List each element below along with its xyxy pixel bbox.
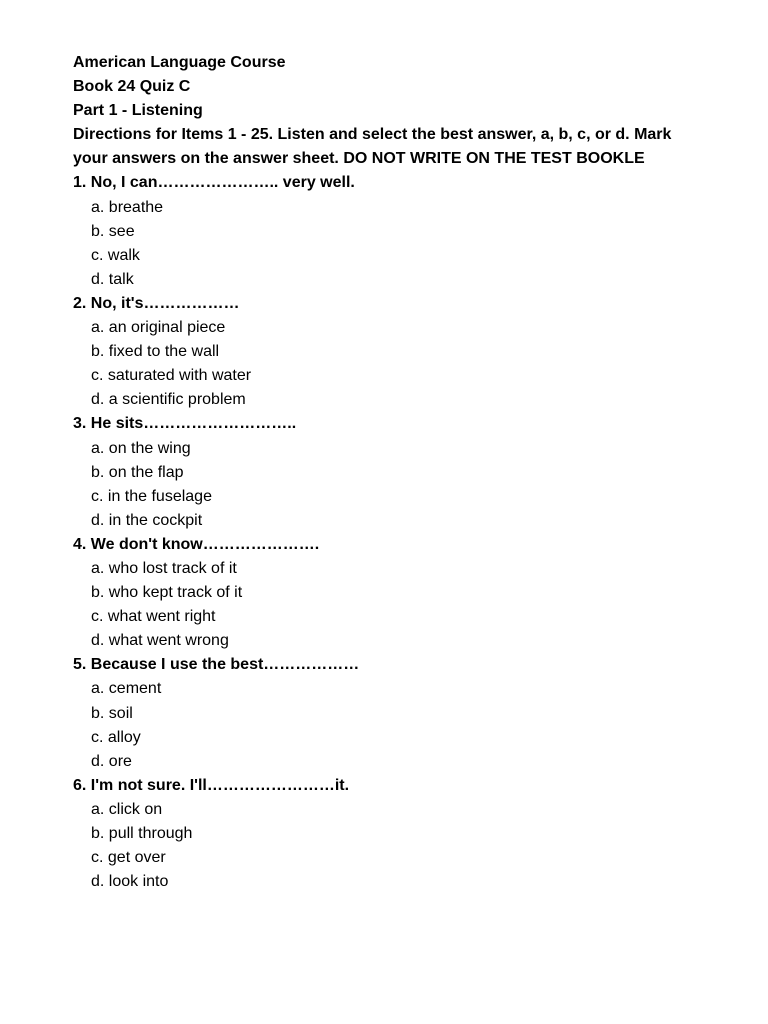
option-c: c. in the fuselage [91,487,212,505]
option-a: a. who lost track of it [91,559,237,577]
option-c: c. alloy [91,728,141,746]
question-5 [73,653,733,773]
option-d: d. look into [91,873,169,891]
option-c: c. walk [91,246,140,264]
option-b: b. who kept track of it [91,584,243,602]
question-2 [73,292,733,412]
option-d: d. what went wrong [91,632,229,650]
question-prompt: 3. He sits……………………….. [73,415,297,433]
question-3 [73,412,733,532]
option-d: d. in the cockpit [91,511,203,529]
quiz-page [73,51,733,894]
option-d: d. talk [91,270,134,288]
question-4 [73,533,733,653]
option-b: b. pull through [91,825,193,842]
question-prompt: 5. Because I use the best……………… [73,656,360,674]
option-a: a. click on [91,800,163,818]
quiz-title: Book 24 Quiz C [73,78,191,96]
option-a: a. on the wing [91,439,191,457]
part-title: Part 1 - Listening [73,102,203,120]
option-b: b. soil [91,704,133,722]
option-d: d. a scientific problem [91,391,246,409]
question-prompt: 4. We don't know…………………. [73,535,320,553]
directions-line-2: your answers on the answer sheet. DO NOT WRITE ON THE TEST BOOKLE [73,150,645,168]
question-prompt: 6. I'm not sure. I'll……………………it. [73,776,350,794]
option-b: b. see [91,222,135,240]
question-prompt: 1. No, I can………………….. very well. [73,174,355,192]
option-b: b. fixed to the wall [91,343,220,361]
option-a: a. cement [91,680,162,698]
directions-line-1: Directions for Items 1 - 25. Listen and select the best answer, a, b, c, or d. Mark [73,126,672,144]
option-c: c. get over [91,849,166,867]
question-6 [73,774,733,894]
question-1 [73,171,733,291]
option-a: a. an original piece [91,319,226,337]
option-c: c. what went right [91,608,216,626]
option-a: a. breathe [91,198,164,216]
question-prompt: 2. No, it's……………… [73,294,240,312]
option-d: d. ore [91,752,132,770]
option-b: b. on the flap [91,463,184,481]
option-c: c. saturated with water [91,367,252,385]
course-title: American Language Course [73,54,286,71]
